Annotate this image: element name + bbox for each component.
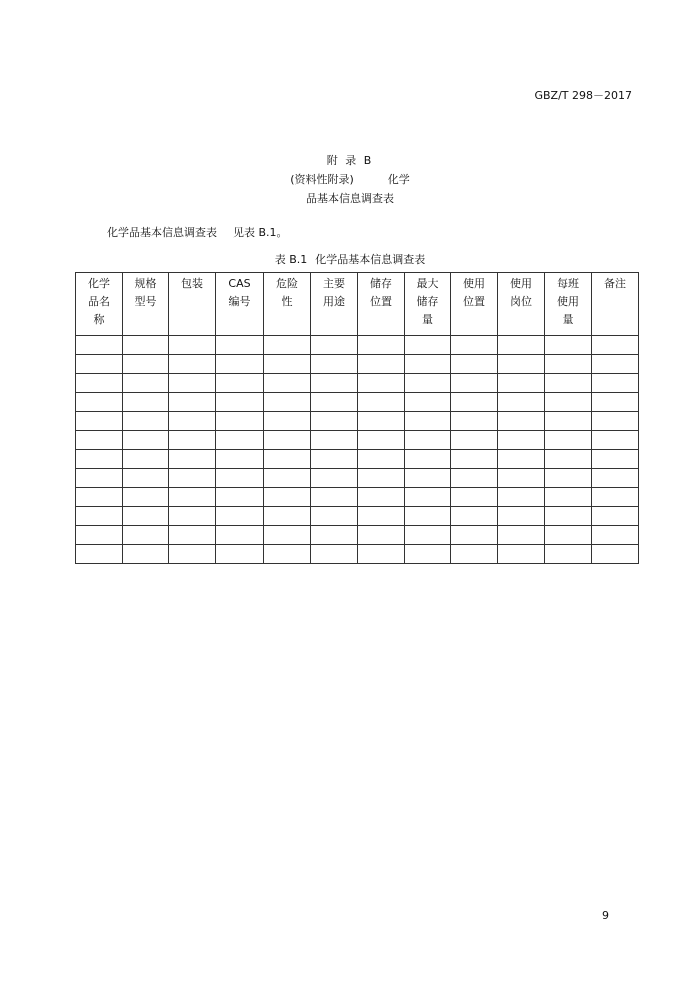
table-cell: [123, 450, 169, 469]
table-cell: [264, 545, 311, 564]
table-cell: [311, 507, 358, 526]
col-header-cas-number: CAS 编号: [216, 273, 264, 336]
table-cell: [169, 469, 216, 488]
table-cell: [123, 431, 169, 450]
table-cell: [76, 488, 123, 507]
table-caption-number: 表 B.1: [274, 253, 308, 266]
table-row: [76, 526, 639, 545]
table-cell: [311, 431, 358, 450]
table-cell: [216, 431, 264, 450]
table-cell: [498, 469, 545, 488]
table-cell: [498, 374, 545, 393]
table-cell: [358, 355, 405, 374]
table-cell: [76, 336, 123, 355]
table-row: [76, 336, 639, 355]
table-body: [76, 336, 639, 564]
table-cell: [545, 393, 592, 412]
table-cell: [264, 488, 311, 507]
table-cell: [169, 450, 216, 469]
appendix-type: (资料性附录): [290, 173, 354, 186]
table-cell: [311, 412, 358, 431]
table-cell: [545, 450, 592, 469]
col-header-packaging: 包装: [169, 273, 216, 336]
table-cell: [451, 545, 498, 564]
table-cell: [216, 545, 264, 564]
table-cell: [545, 355, 592, 374]
table-cell: [358, 412, 405, 431]
table-cell: [311, 526, 358, 545]
table-cell: [358, 336, 405, 355]
table-cell: [498, 545, 545, 564]
table-cell: [498, 488, 545, 507]
table-cell: [545, 374, 592, 393]
col-header-storage-location: 储存 位置: [358, 273, 405, 336]
table-cell: [76, 507, 123, 526]
table-cell: [264, 374, 311, 393]
table-cell: [264, 412, 311, 431]
table-row: [76, 393, 639, 412]
table-cell: [216, 526, 264, 545]
table-cell: [216, 507, 264, 526]
table-cell: [545, 469, 592, 488]
table-cell: [216, 412, 264, 431]
table-cell: [358, 469, 405, 488]
table-cell: [216, 355, 264, 374]
table-cell: [358, 488, 405, 507]
table-cell: [169, 355, 216, 374]
table-cell: [451, 450, 498, 469]
table-cell: [264, 393, 311, 412]
table-cell: [216, 450, 264, 469]
table-cell: [169, 507, 216, 526]
table-cell: [451, 374, 498, 393]
table-row: [76, 507, 639, 526]
table-cell: [592, 355, 639, 374]
table-cell: [76, 374, 123, 393]
table-cell: [264, 507, 311, 526]
table-cell: [169, 374, 216, 393]
table-cell: [311, 374, 358, 393]
table-cell: [169, 545, 216, 564]
table-cell: [405, 393, 451, 412]
table-cell: [264, 469, 311, 488]
table-cell: [451, 355, 498, 374]
table-cell: [498, 355, 545, 374]
table-cell: [592, 507, 639, 526]
table-cell: [451, 412, 498, 431]
table-cell: [405, 545, 451, 564]
table-cell: [451, 336, 498, 355]
table-cell: [311, 450, 358, 469]
table-cell: [405, 488, 451, 507]
table-row: [76, 355, 639, 374]
chemical-info-table: [75, 272, 639, 564]
table-cell: [311, 469, 358, 488]
table-cell: [123, 507, 169, 526]
table-cell: [592, 431, 639, 450]
table-cell: [123, 336, 169, 355]
body-paragraph: [107, 224, 288, 240]
table-cell: [169, 412, 216, 431]
table-cell: [592, 469, 639, 488]
table-cell: [545, 431, 592, 450]
table-cell: [405, 450, 451, 469]
table-cell: [451, 507, 498, 526]
table-cell: [451, 431, 498, 450]
table-cell: [405, 412, 451, 431]
table-cell: [592, 488, 639, 507]
table-cell: [592, 450, 639, 469]
table-cell: [123, 545, 169, 564]
table-cell: [264, 450, 311, 469]
table-cell: [169, 431, 216, 450]
col-header-max-storage: 最大 储存 量: [405, 273, 451, 336]
table-cell: [545, 545, 592, 564]
table-cell: [169, 393, 216, 412]
table-cell: [76, 431, 123, 450]
table-cell: [498, 336, 545, 355]
table-row: [76, 488, 639, 507]
table-cell: [264, 526, 311, 545]
table-cell: [123, 488, 169, 507]
table-cell: [123, 393, 169, 412]
table-cell: [451, 469, 498, 488]
col-header-use-location: 使用 位置: [451, 273, 498, 336]
table-cell: [311, 355, 358, 374]
table-cell: [358, 545, 405, 564]
table-cell: [264, 431, 311, 450]
table-cell: [545, 412, 592, 431]
table-cell: [123, 355, 169, 374]
table-cell: [498, 412, 545, 431]
table-caption: [0, 251, 700, 267]
table-cell: [311, 545, 358, 564]
table-cell: [592, 545, 639, 564]
table-cell: [123, 412, 169, 431]
appendix-subject-prefix: 化学: [387, 173, 410, 186]
table-row: [76, 545, 639, 564]
col-header-spec-model: 规格 型号: [123, 273, 169, 336]
table-cell: [358, 374, 405, 393]
table-cell: [216, 393, 264, 412]
table-cell: [405, 526, 451, 545]
table-cell: [76, 412, 123, 431]
body-text: 化学品基本信息调查表: [107, 226, 217, 239]
table-cell: [169, 526, 216, 545]
table-cell: [498, 526, 545, 545]
table-cell: [405, 469, 451, 488]
table-cell: [76, 355, 123, 374]
col-header-hazard: 危险 性: [264, 273, 311, 336]
table-cell: [358, 450, 405, 469]
table-cell: [264, 355, 311, 374]
table-cell: [169, 336, 216, 355]
table-cell: [405, 355, 451, 374]
table-cell: [358, 526, 405, 545]
table-cell: [405, 336, 451, 355]
table-cell: [451, 393, 498, 412]
table-cell: [123, 374, 169, 393]
table-cell: [76, 545, 123, 564]
table-cell: [76, 526, 123, 545]
table-cell: [592, 393, 639, 412]
table-cell: [216, 469, 264, 488]
col-header-chemical-name: 化学 品名 称: [76, 273, 123, 336]
table-cell: [358, 393, 405, 412]
table-cell: [592, 336, 639, 355]
standard-number: GBZ/T 298－2017: [534, 89, 632, 102]
table-cell: [76, 393, 123, 412]
table-cell: [498, 450, 545, 469]
table-cell: [451, 488, 498, 507]
table-cell: [498, 431, 545, 450]
table-cell: [358, 431, 405, 450]
table-cell: [311, 488, 358, 507]
table-cell: [545, 336, 592, 355]
col-header-use-post: 使用 岗位: [498, 273, 545, 336]
table-cell: [264, 336, 311, 355]
col-header-remarks: 备注: [592, 273, 639, 336]
appendix-type-line: [0, 171, 700, 187]
table-cell: [405, 374, 451, 393]
table-cell: [545, 507, 592, 526]
table-cell: [405, 507, 451, 526]
table-row: [76, 469, 639, 488]
table-cell: [545, 488, 592, 507]
table-cell: [76, 450, 123, 469]
table-row: [76, 374, 639, 393]
table-cell: [451, 526, 498, 545]
table-row: [76, 450, 639, 469]
table-cell: [498, 393, 545, 412]
table-header-row: [76, 273, 639, 336]
table-cell: [76, 469, 123, 488]
appendix-title: 附 录 B: [326, 154, 374, 167]
table-cell: [545, 526, 592, 545]
table-cell: [498, 507, 545, 526]
table-cell: [592, 412, 639, 431]
table-cell: [169, 488, 216, 507]
table-cell: [592, 374, 639, 393]
col-header-shift-usage: 每班 使用 量: [545, 273, 592, 336]
table-cell: [216, 374, 264, 393]
table-cell: [216, 336, 264, 355]
page-number: 9: [602, 909, 609, 922]
table-row: [76, 412, 639, 431]
table-cell: [311, 393, 358, 412]
table-cell: [405, 431, 451, 450]
table-cell: [123, 469, 169, 488]
table-cell: [123, 526, 169, 545]
table-cell: [592, 526, 639, 545]
table-row: [76, 431, 639, 450]
table-cell: [358, 507, 405, 526]
table-caption-title: 化学品基本信息调查表: [315, 253, 426, 266]
table-cell: [216, 488, 264, 507]
appendix-subject: 品基本信息调查表: [306, 192, 394, 205]
table-reference: 见表 B.1。: [233, 226, 288, 239]
table-cell: [311, 336, 358, 355]
col-header-main-use: 主要 用途: [311, 273, 358, 336]
